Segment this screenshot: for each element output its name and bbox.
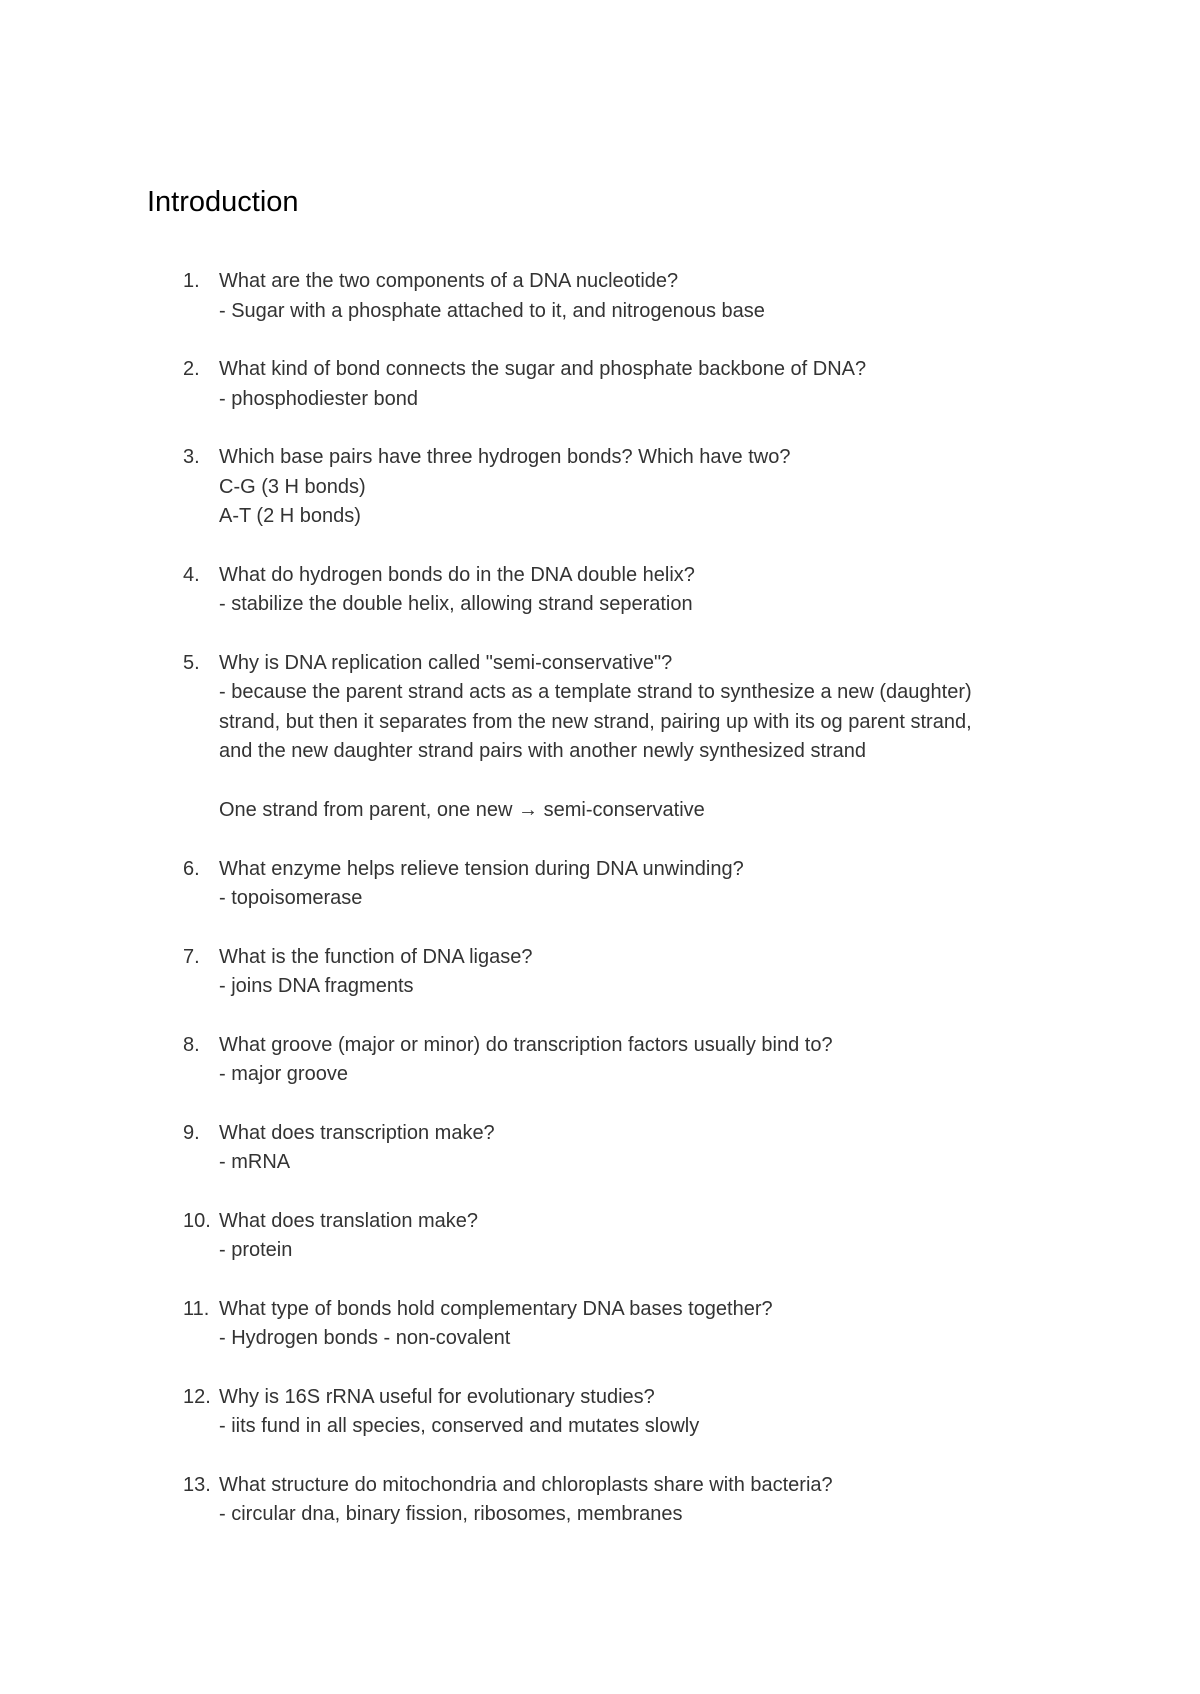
- answer-line: - mRNA: [219, 1151, 291, 1173]
- question-number: 13.: [183, 1473, 211, 1496]
- question-text: What does transcription make?: [219, 1121, 495, 1144]
- question-number: 10.: [183, 1209, 211, 1232]
- answer-line: - because the parent strand acts as a template strand to synthesize a new (daughter): [219, 681, 972, 703]
- question-body: [219, 943, 1079, 1002]
- question-number: 9.: [183, 1121, 200, 1144]
- question-number: 7.: [183, 945, 200, 968]
- question-text: What structure do mitochondria and chloroplasts share with bacteria?: [219, 1473, 833, 1496]
- question-item: [0, 443, 1200, 532]
- question-body: [219, 1207, 1079, 1266]
- question-text: What groove (major or minor) do transcription factors usually bind to?: [219, 1033, 833, 1056]
- answer-line: [219, 767, 1079, 797]
- answer-line: One strand from parent, one new → semi-conservative: [219, 799, 705, 821]
- question-item: [0, 355, 1200, 414]
- question-text: Why is 16S rRNA useful for evolutionary studies?: [219, 1385, 655, 1408]
- question-number: 1.: [183, 270, 200, 292]
- question-item: [0, 1207, 1200, 1266]
- answer-line: - joins DNA fragments: [219, 975, 414, 997]
- question-item: [0, 649, 1200, 826]
- question-body: [219, 355, 1079, 414]
- page-title: Introduction: [147, 186, 299, 218]
- answer-line: - topoisomerase: [219, 887, 363, 909]
- answer-line: - protein: [219, 1239, 293, 1261]
- question-text: Which base pairs have three hydrogen bonds? Which have two?: [219, 446, 791, 468]
- question-text: What enzyme helps relieve tension during DNA unwinding?: [219, 857, 744, 880]
- question-number: 3.: [183, 446, 200, 468]
- answer-line: - phosphodiester bond: [219, 387, 419, 410]
- question-body: [219, 1295, 1079, 1354]
- question-item: [0, 1295, 1200, 1354]
- question-body: [219, 1031, 1079, 1090]
- question-text: What is the function of DNA ligase?: [219, 945, 533, 968]
- question-body: [219, 267, 1079, 326]
- question-item: [0, 561, 1200, 620]
- question-text: What does translation make?: [219, 1209, 479, 1232]
- answer-line: C-G (3 H bonds): [219, 475, 366, 498]
- question-body: [219, 1471, 1079, 1530]
- answer-line: - stabilize the double helix, allowing strand seperation: [219, 593, 693, 615]
- question-body: [219, 1383, 1079, 1442]
- question-item: [0, 1471, 1200, 1530]
- question-number: 2.: [183, 358, 200, 380]
- question-number: 11.: [183, 1297, 210, 1320]
- answer-line: - circular dna, binary fission, ribosomes, membranes: [219, 1503, 683, 1525]
- question-number: 5.: [183, 651, 200, 674]
- question-body: [219, 443, 1079, 532]
- question-item: [0, 1119, 1200, 1178]
- question-text: What are the two components of a DNA nucleotide?: [219, 270, 679, 292]
- question-text: What type of bonds hold complementary DNA bases together?: [219, 1297, 773, 1320]
- question-number: 4.: [183, 563, 200, 586]
- answer-line: strand, but then it separates from the new strand, pairing up with its og parent strand,: [219, 710, 972, 733]
- question-item: [0, 1383, 1200, 1442]
- answer-line: - iits fund in all species, conserved and mutates slowly: [219, 1415, 700, 1437]
- question-text: Why is DNA replication called "semi-conservative"?: [219, 651, 673, 674]
- question-item: [0, 1031, 1200, 1090]
- question-item: [0, 855, 1200, 914]
- question-body: [219, 561, 1079, 620]
- question-item: [0, 267, 1200, 326]
- question-number: 12.: [183, 1385, 211, 1408]
- answer-line: and the new daughter strand pairs with another newly synthesized strand: [219, 740, 867, 762]
- question-text: What do hydrogen bonds do in the DNA double helix?: [219, 563, 695, 586]
- answer-line: - major groove: [219, 1063, 348, 1085]
- answer-line: - Hydrogen bonds - non-covalent: [219, 1327, 511, 1349]
- question-body: [219, 649, 1079, 826]
- question-number: 8.: [183, 1033, 200, 1056]
- answer-line: A-T (2 H bonds): [219, 505, 361, 527]
- question-item: [0, 943, 1200, 1002]
- question-body: [219, 855, 1079, 914]
- question-body: [219, 1119, 1079, 1178]
- question-text: What kind of bond connects the sugar and phosphate backbone of DNA?: [219, 358, 867, 380]
- question-list: [0, 267, 1200, 1559]
- question-number: 6.: [183, 857, 200, 880]
- answer-line: - Sugar with a phosphate attached to it, and nitrogenous base: [219, 299, 765, 322]
